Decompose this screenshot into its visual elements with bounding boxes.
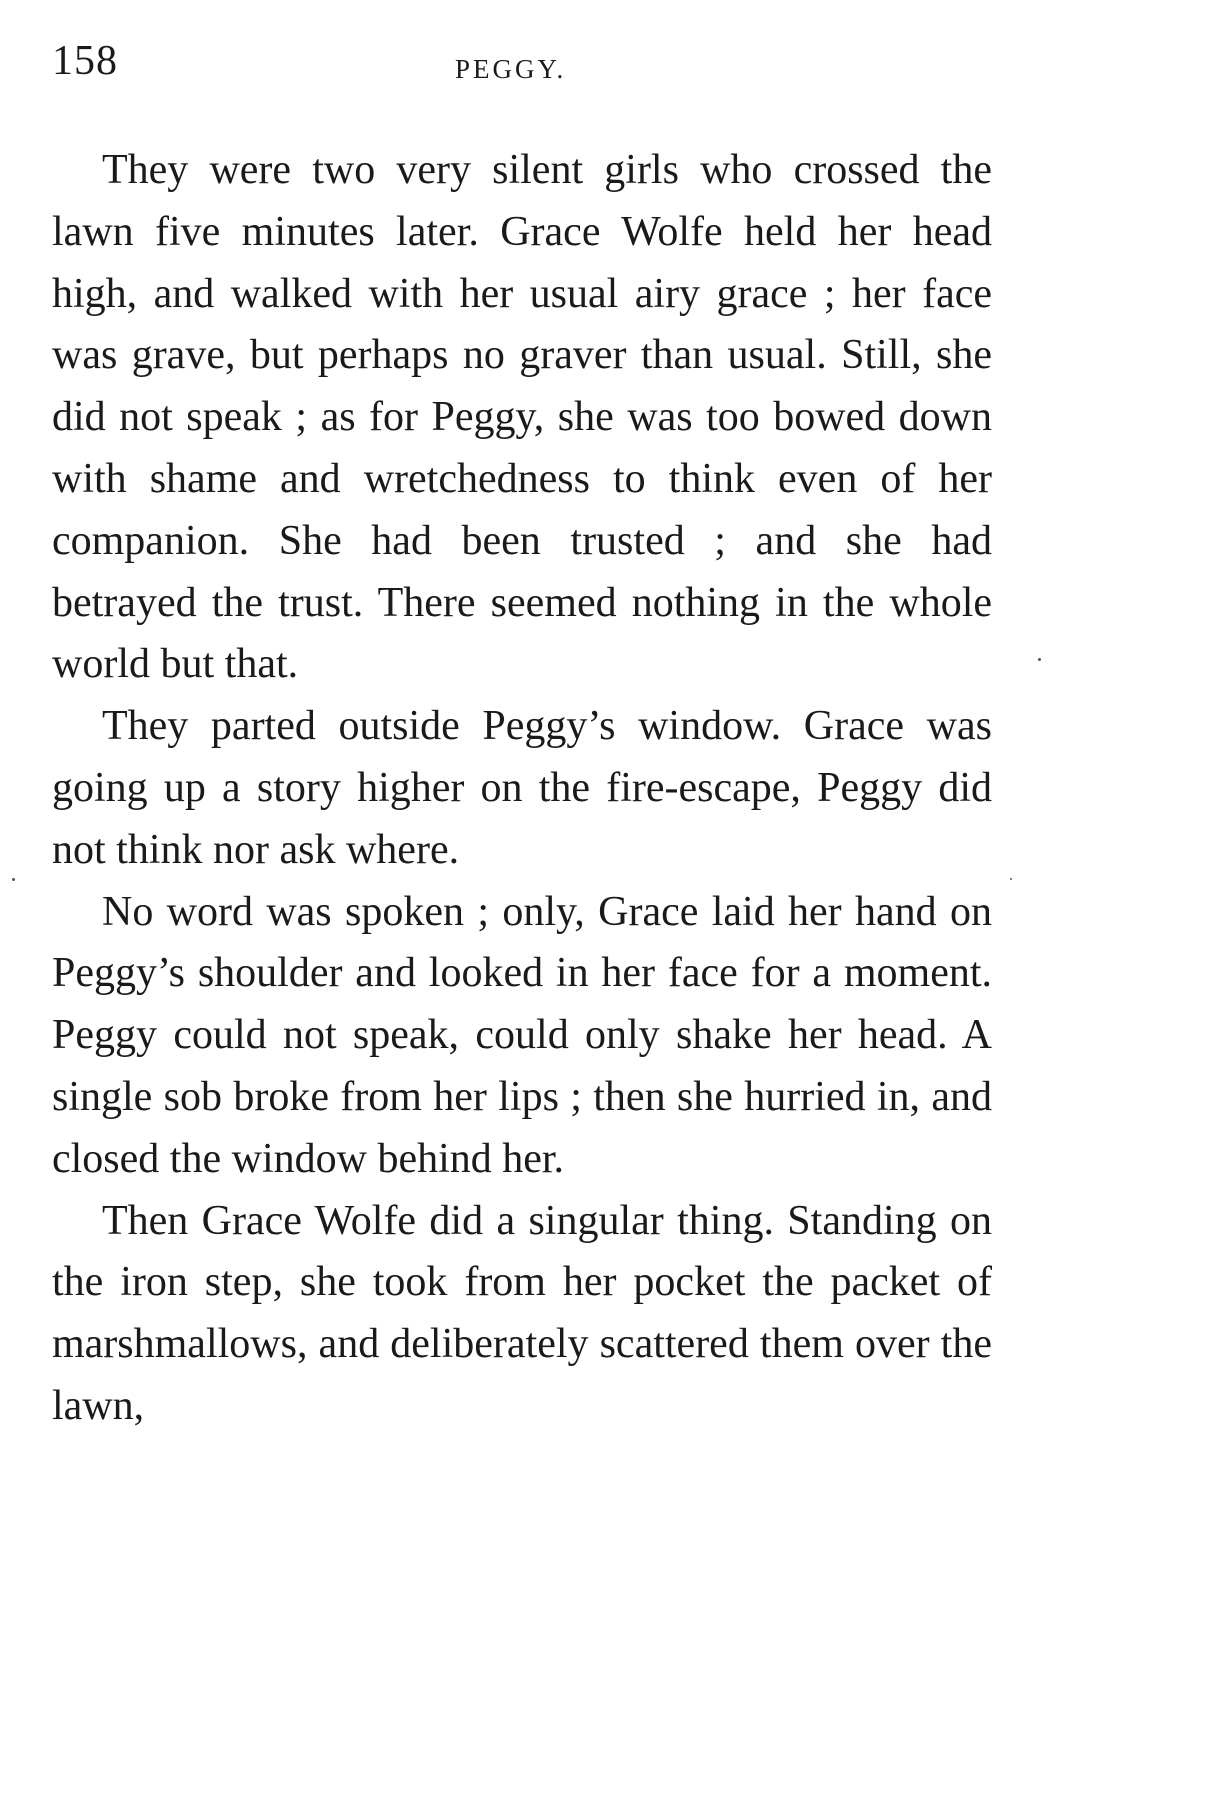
print-speck bbox=[1038, 658, 1041, 661]
paragraph: They parted outside Peggy’s window. Grace was going up a story higher on the fire-escape, Peggy did not think nor ask where. bbox=[52, 703, 992, 873]
paragraph: No word was spoken ; only, Grace laid her hand on Peggy’s shoulder and looked in her face for a moment. Peggy could not speak, could only shake her head. A single sob broke from her lips ; then she hurried in, and closed the window behind her. bbox=[52, 888, 992, 1182]
page-number: 158 bbox=[52, 38, 118, 84]
print-speck bbox=[1010, 878, 1012, 880]
running-head: PEGGY. bbox=[455, 54, 567, 84]
paragraph: Then Grace Wolfe did a singular thing. Standing on the iron step, she took from her pocket the packet of marshmallows, and deliberately scattered them over the lawn, bbox=[52, 1197, 992, 1429]
body-text bbox=[52, 140, 992, 1438]
print-speck bbox=[12, 878, 15, 881]
paragraph: They were two very silent girls who crossed the lawn five minutes later. Grace Wolfe held her head high, and walked with her usual airy grace ; her face was grave, but perhaps no graver than usual. Still, she did not speak ; as for Peggy, she was too bowed down with shame and wretchedness to think even of her companion. She had been trusted ; and she had betrayed the trust. There seemed nothing in the whole world but that. bbox=[52, 147, 992, 688]
